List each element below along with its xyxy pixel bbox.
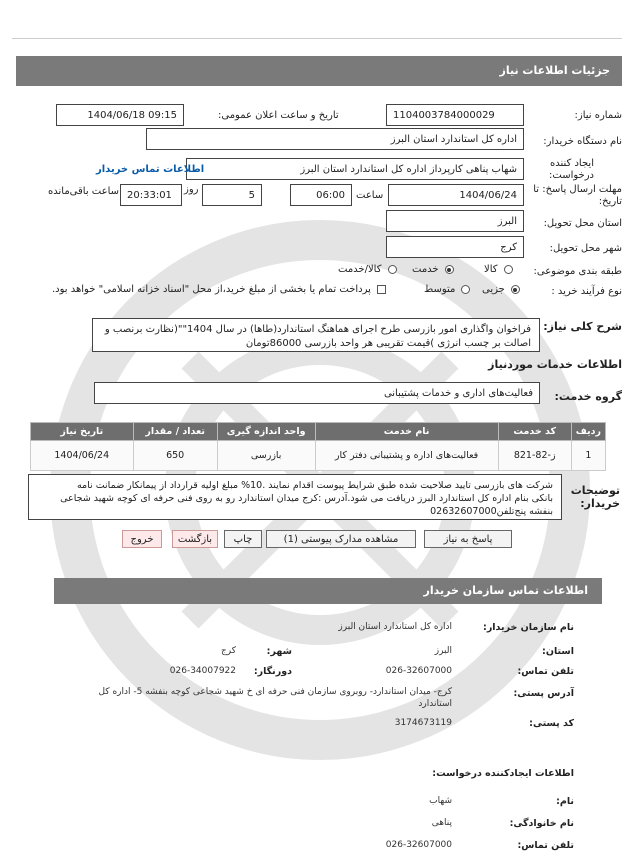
contact-address-value bbox=[98, 686, 452, 710]
notes-label: توضیحات خریدار: bbox=[570, 484, 620, 510]
service-group-field: فعالیت‌های اداری و خدمات پشتیبانی bbox=[94, 382, 540, 404]
contact-address-label: آدرس پستی: bbox=[513, 688, 574, 699]
col-need-date: تاریخ نیاز bbox=[31, 423, 134, 441]
remaining-label: ساعت باقی‌مانده bbox=[48, 186, 120, 197]
contact-fax-label: دورنگار: bbox=[253, 666, 292, 677]
deadline-time-field: 06:00 bbox=[290, 184, 352, 206]
category-option-goods[interactable]: کالا bbox=[484, 264, 513, 275]
service-group-label: گروه خدمت: bbox=[554, 390, 622, 403]
col-row: ردیف bbox=[571, 423, 605, 441]
notes-line-1: شرکت های بازرسی تایید صلاحیت شده طبق شرایط پیوست اقدام نمایند .10% مبلغ اولیه قرارداد از پیمانکار ضمانت نامه bbox=[76, 480, 553, 491]
contact-org-label: نام سازمان خریدار: bbox=[483, 622, 574, 633]
creator-phone-value: 026-32607000 bbox=[385, 840, 452, 850]
city-label: شهر محل تحویل: bbox=[549, 243, 622, 254]
category-label: طبقه بندی موضوعی: bbox=[533, 266, 622, 277]
creator-family-label: نام خانوادگی: bbox=[509, 818, 574, 829]
reply-button[interactable]: پاسخ به نیاز bbox=[424, 530, 512, 548]
col-unit: واحد اندازه گیری bbox=[217, 423, 315, 441]
need-number-field: 1104003784000029 bbox=[386, 104, 524, 126]
cell-service-code: ز-82-821 bbox=[498, 441, 571, 471]
top-divider bbox=[12, 38, 622, 39]
category-option-goods-service[interactable]: کالا/خدمت bbox=[338, 264, 397, 275]
contact-org-value: اداره کل استاندارد استان البرز bbox=[338, 622, 452, 632]
contact-city-label: شهر: bbox=[266, 646, 292, 657]
days-field: 5 bbox=[202, 184, 262, 206]
treasury-checkbox[interactable] bbox=[377, 285, 386, 294]
cell-service-name: فعالیت‌های اداره و پشتیبانی دفتر کار bbox=[315, 441, 498, 471]
remaining-time-field: 20:33:01 bbox=[120, 184, 182, 206]
buyer-org-label: نام دستگاه خریدار: bbox=[543, 136, 622, 147]
announce-date-field: 1404/06/18 09:15 bbox=[56, 104, 184, 126]
cell-need-date: 1404/06/24 bbox=[31, 441, 134, 471]
cell-row: 1 bbox=[571, 441, 605, 471]
process-label: نوع فرآیند خرید : bbox=[551, 286, 622, 297]
time-label: ساعت bbox=[356, 190, 384, 201]
table-header-row bbox=[31, 423, 606, 441]
contact-title: اطلاعات تماس سازمان خریدار bbox=[423, 584, 588, 597]
contact-phone-value: 026-32607000 bbox=[385, 666, 452, 676]
contact-province-label: استان: bbox=[542, 646, 574, 657]
col-service-name: نام خدمت bbox=[315, 423, 498, 441]
need-number-label: شماره نیاز: bbox=[574, 110, 622, 121]
table-row bbox=[31, 441, 606, 471]
deadline-label: مهلت ارسال پاسخ: تا تاریخ: bbox=[533, 184, 622, 207]
page-title: جزئیات اطلاعات نیاز bbox=[499, 64, 610, 77]
notes-line-2: بانکی بنام اداره کل استاندارد البرز دریافت می شود.آدرس :کرج میدان استاندارد رو به روی فنی حرفه ای کوچه شهید شجاعی bbox=[60, 493, 553, 504]
radio-goods[interactable] bbox=[504, 265, 513, 274]
announce-label: تاریخ و ساعت اعلان عمومی: bbox=[218, 110, 339, 121]
contact-city-value: کرج bbox=[220, 646, 236, 656]
print-button[interactable]: چاپ bbox=[224, 530, 262, 548]
creator-info-title: اطلاعات ایجادکننده درخواست: bbox=[432, 768, 574, 779]
category-option-service[interactable]: خدمت bbox=[412, 264, 454, 275]
contact-phone-label: تلفن تماس: bbox=[517, 666, 574, 677]
notes-line-3: بنفشه پنج‌تلفن02632607000 bbox=[430, 506, 553, 517]
deadline-date-field: 1404/06/24 bbox=[388, 184, 524, 206]
creator-name-value: شهاب bbox=[429, 796, 452, 806]
exit-button[interactable]: خروج bbox=[122, 530, 162, 548]
summary-line-2: اصالت بر چسب انرژی )قیمت تقریبی هر واحد بازرسی 86000تومان bbox=[245, 338, 531, 349]
cell-unit: بازرسی bbox=[217, 441, 315, 471]
col-service-code: کد خدمت bbox=[498, 423, 571, 441]
contact-address-line-2: استاندارد bbox=[418, 699, 452, 709]
summary-label: شرح کلی نیاز: bbox=[543, 320, 622, 333]
radio-goods-service[interactable] bbox=[388, 265, 397, 274]
creator-label: ایجاد کننده درخواست: bbox=[549, 158, 594, 181]
radio-service[interactable] bbox=[445, 265, 454, 274]
province-field: البرز bbox=[386, 210, 524, 232]
cell-quantity: 650 bbox=[133, 441, 217, 471]
creator-phone-label: تلفن تماس: bbox=[517, 840, 574, 851]
city-field: کرج bbox=[386, 236, 524, 258]
contact-fax-value: 026-34007922 bbox=[169, 666, 236, 676]
buyer-org-field: اداره کل استاندارد استان البرز bbox=[146, 128, 524, 150]
view-documents-button[interactable]: مشاهده مدارک پیوستی (1) bbox=[266, 530, 416, 548]
services-title: اطلاعات خدمات موردنیاز bbox=[488, 358, 622, 371]
summary-line-1: فراخوان واگذاری امور بازرسی طرح اجرای هماهنگ استاندارد(طاها) در سال 1404""(نظارت برنصب و bbox=[104, 324, 531, 335]
contact-address-line-1: کرج- میدان استاندارد- روبروی سازمان فنی حرفه ای خ شهید شجاعی کوچه بنفشه 5- اداره کل bbox=[98, 687, 452, 697]
contact-province-value: البرز bbox=[434, 646, 452, 656]
days-label: روز bbox=[184, 184, 199, 195]
creator-family-value: پناهی bbox=[431, 818, 452, 828]
contact-postal-value: 3174673119 bbox=[394, 718, 452, 728]
radio-medium[interactable] bbox=[461, 285, 470, 294]
process-option-minor[interactable]: جزیی bbox=[482, 284, 520, 295]
items-table bbox=[30, 422, 606, 471]
col-quantity: تعداد / مقدار bbox=[133, 423, 217, 441]
contact-header bbox=[54, 578, 602, 604]
page-header bbox=[16, 56, 622, 86]
creator-name-label: نام: bbox=[556, 796, 574, 807]
creator-field: شهاب پناهی کارپرداز اداره کل استاندارد استان البرز bbox=[186, 158, 524, 180]
notes-box bbox=[28, 474, 562, 520]
summary-box bbox=[92, 318, 540, 352]
contact-postal-label: کد پستی: bbox=[529, 718, 574, 729]
province-label: استان محل تحویل: bbox=[543, 218, 622, 229]
treasury-payment-checkbox[interactable]: پرداخت تمام یا بخشی از مبلغ خرید،از محل "اسناد خزانه اسلامی" خواهد بود. bbox=[52, 284, 386, 295]
back-button[interactable]: بازگشت bbox=[172, 530, 218, 548]
radio-minor[interactable] bbox=[511, 285, 520, 294]
buyer-contact-link[interactable]: اطلاعات تماس خریدار bbox=[96, 164, 205, 175]
process-option-medium[interactable]: متوسط bbox=[424, 284, 470, 295]
